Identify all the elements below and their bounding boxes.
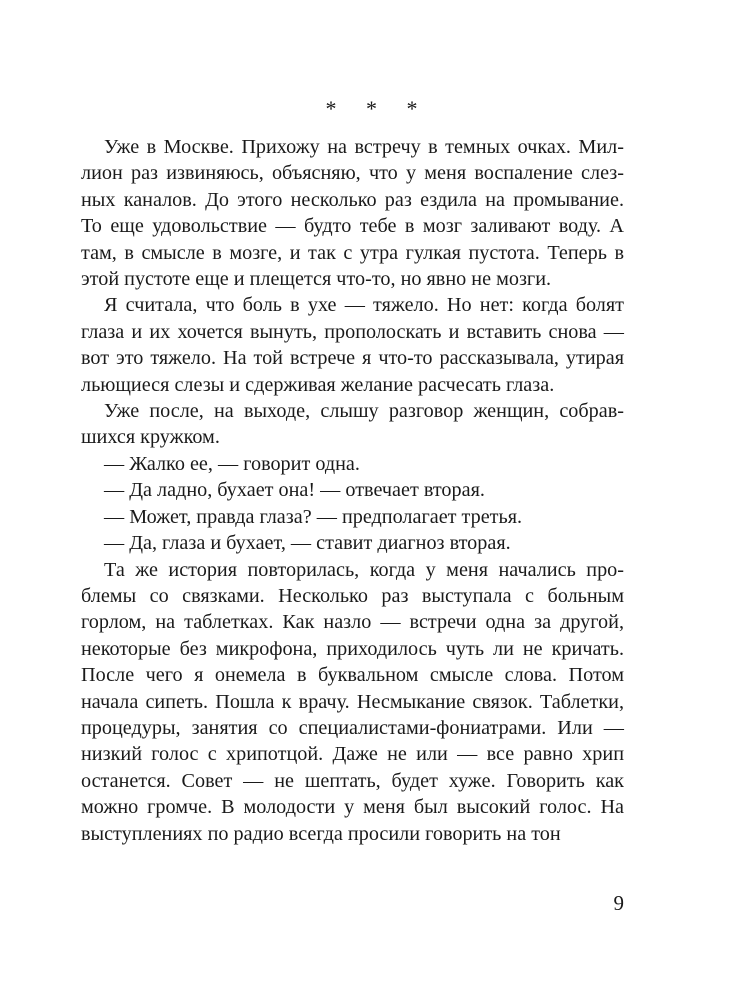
paragraph-2: Я считала, что боль в ухе — тяжело. Но нет: когда болят глаза и их хочется вынуть, прополоскать и вставить снова — вот это тяжело. На той встрече я что-то рассказывала, утирая льющиеся слезы и сдерживая желание расчесать глаза. (81, 294, 624, 396)
page-number: 9 (613, 891, 624, 915)
body-text (81, 134, 624, 847)
dialogue-line-4: — Да, глаза и бухает, — ставит диагноз вторая. (104, 532, 511, 555)
dialogue-line-2: — Да ладно, бухает она! — отвечает вторая. (104, 479, 485, 502)
paragraph-3: Уже после, на выходе, слышу разговор женщин, собравшихся кружком. (81, 400, 624, 449)
paragraph-4: Та же история повторилась, когда у меня начались проблемы со связками. Несколько раз выступала с больным горлом, на таблетках. Как назло — встречи одна за другой, некоторые без микрофона, приходилось чуть ли не кричать. После чего я онемела в буквальном смысле слова. Потом начала сипеть. Пошла к врачу. Несмыкание связок. Таблетки, процедуры, занятия со специалистами-фониатрами. Или — низкий голос с хрипотцой. Даже не или — все равно хрип останется. Совет — не шептать, будет хуже. Говорить как можно громче. В молодости у меня был высокий голос. На выступлениях по радио всегда просили говорить на тон (81, 558, 624, 845)
dialogue-line-3: — Может, правда глаза? — предполагает третья. (104, 505, 523, 528)
dialogue-line-1: — Жалко ее, — говорит одна. (104, 452, 360, 475)
paragraph-1: Уже в Москве. Прихожу на встречу в темных очках. Миллион раз извиняюсь, объясняю, что у меня воспаление слезных каналов. До этого несколько раз ездила на промывание. То еще удовольствие — будто тебе в мозг заливают воду. А там, в смысле в мозге, и так с утра гулкая пустота. Теперь в этой пустоте еще и плещется что-то, но явно не мозги. (81, 136, 624, 291)
section-separator: * * * (325, 96, 430, 121)
